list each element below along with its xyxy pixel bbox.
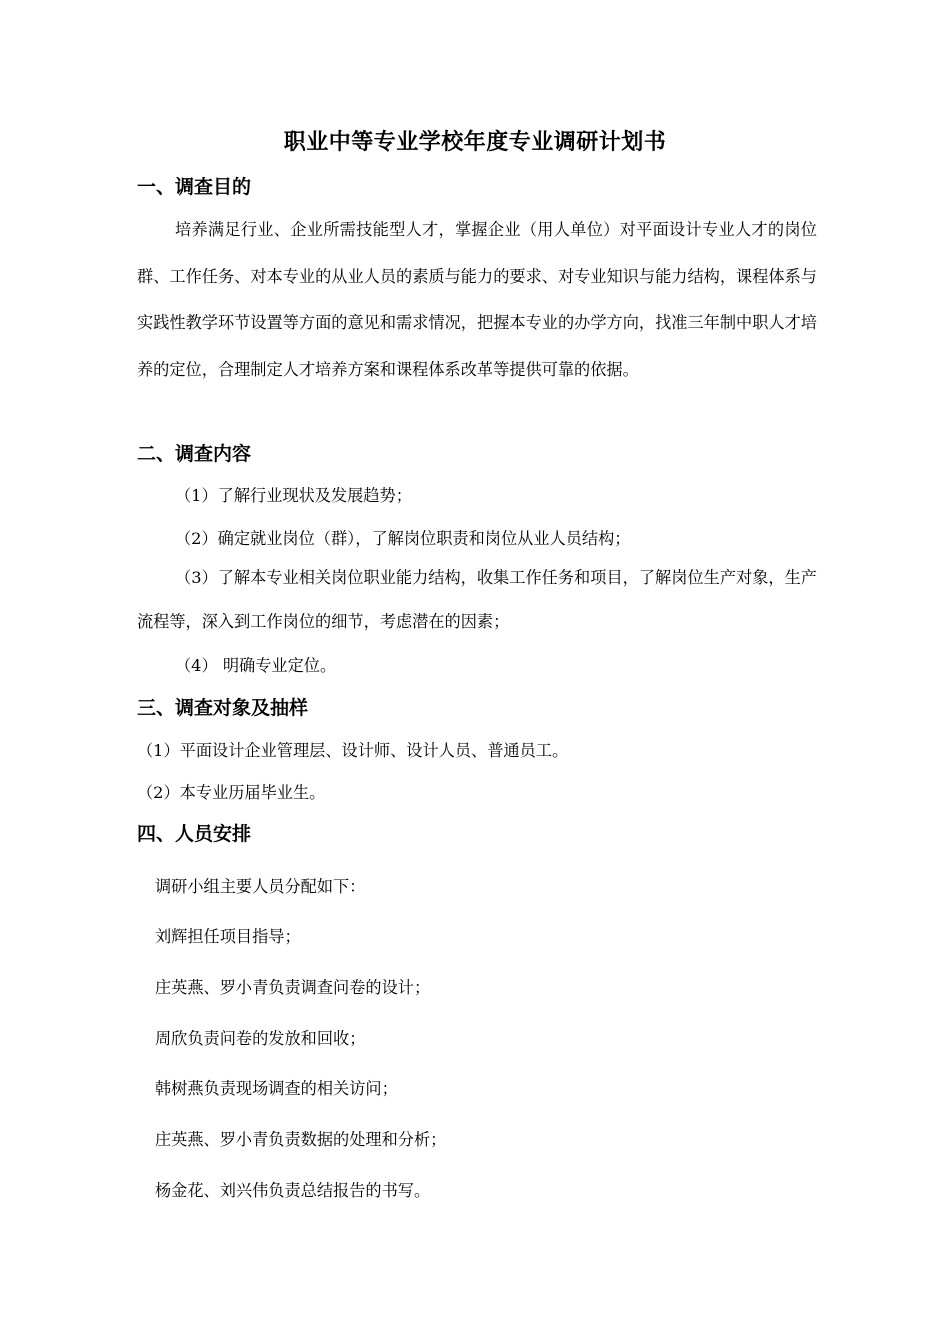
staff-item: 刘辉担任项目指导； — [155, 927, 301, 946]
section-heading-purpose: 一、调查目的 — [137, 176, 252, 198]
staff-intro: 调研小组主要人员分配如下： — [155, 877, 366, 896]
content-item-4: （4） 明确专业定位。 — [175, 656, 337, 675]
purpose-paragraph: 培养满足行业、企业所需技能型人才，掌握企业（用人单位）对平面设计专业人才的岗位群、工作任务、对本专业的从业人员的素质与能力的要求、对专业知识与能力结构，课程体系与实践性教学环节设置等方面的意见和需求情况，把握本专业的办学方向，找准三年制中职人才培养的定位，合理制定人才培养方案和课程体系改革等提供可靠的依据。 — [137, 220, 817, 379]
staff-item: 周欣负责问卷的发放和回收； — [155, 1029, 366, 1048]
section-heading-targets: 三、调查对象及抽样 — [137, 697, 309, 719]
staff-item: 庄英燕、罗小青负责数据的处理和分析； — [155, 1130, 447, 1149]
target-item-1: （1）平面设计企业管理层、设计师、设计人员、普通员工。 — [137, 741, 569, 760]
content-item-2: （2）确定就业岗位（群），了解岗位职责和岗位从业人员结构； — [175, 529, 631, 548]
staff-item: 杨金花、刘兴伟负责总结报告的书写。 — [155, 1181, 431, 1200]
document-title: 职业中等专业学校年度专业调研计划书 — [283, 130, 667, 155]
section-heading-content: 二、调查内容 — [137, 443, 252, 465]
section-heading-staff: 四、人员安排 — [137, 823, 252, 845]
content-item-1: （1）了解行业现状及发展趋势； — [175, 486, 412, 505]
content-item-3: （3）了解本专业相关岗位职业能力结构，收集工作任务和项目，了解岗位生产对象，生产流程等，深入到工作岗位的细节，考虑潜在的因素； — [137, 568, 817, 631]
target-item-2: （2）本专业历届毕业生。 — [137, 783, 326, 802]
staff-item: 庄英燕、罗小青负责调查问卷的设计； — [155, 978, 431, 997]
staff-item: 韩树燕负责现场调查的相关访问； — [155, 1079, 398, 1098]
